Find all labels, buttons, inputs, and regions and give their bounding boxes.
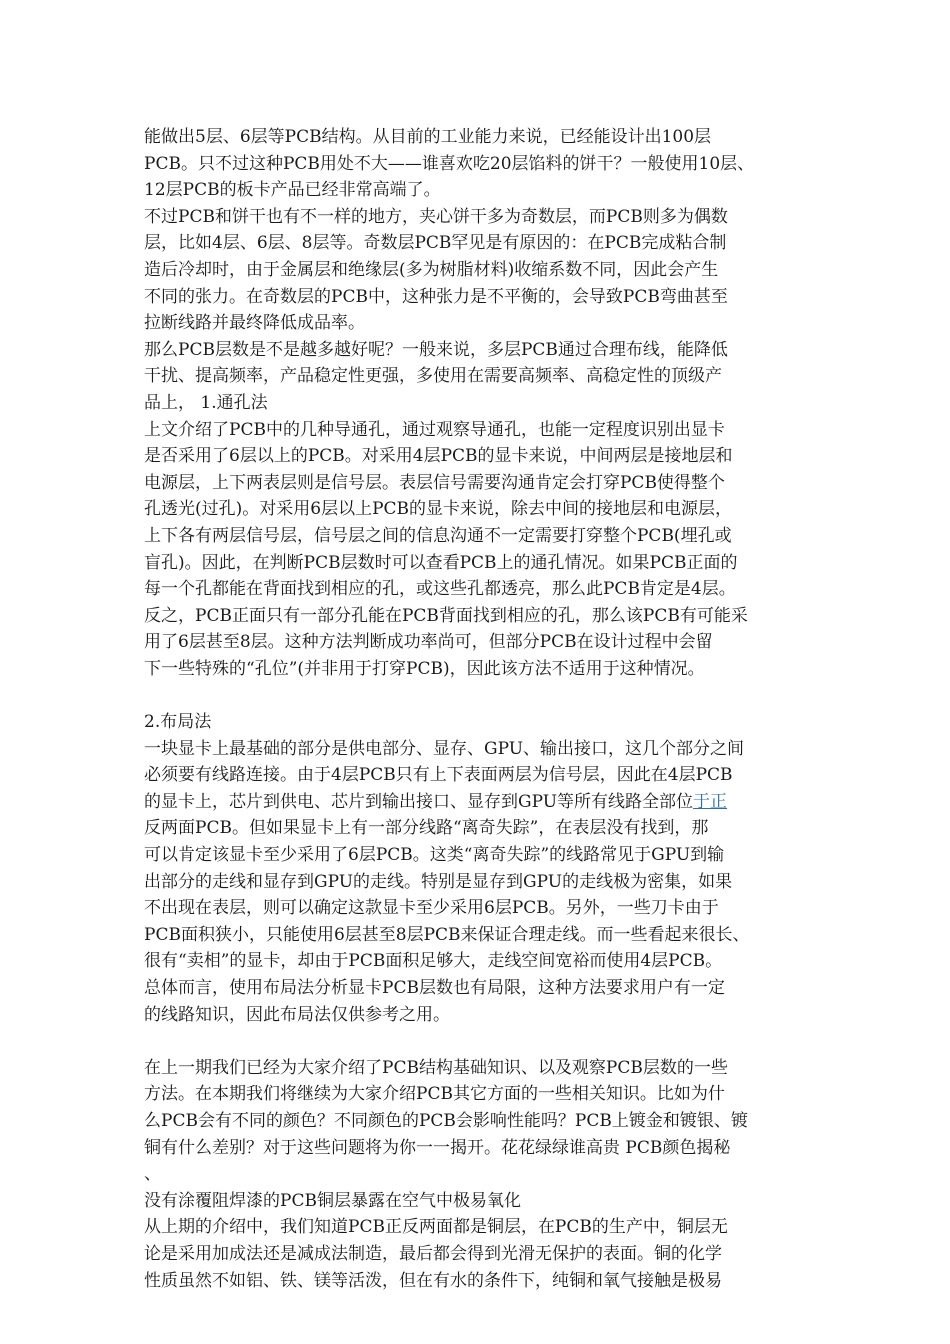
text-line: 孔透光(过孔)。对采用6层以上PCB的显卡来说，除去中间的接地层和电源层， [144, 499, 733, 520]
text-line: 从上期的介绍中，我们知道PCB正反两面都是铜层，在PCB的生产中，铜层无 [144, 1217, 728, 1238]
text-line: 的线路知识，因此布局法仅供参考之用。 [144, 1004, 450, 1025]
text-line: 总体而言，使用布局法分析显卡PCB层数也有局限，这种方法要求用户有一定 [144, 978, 725, 998]
section-heading: 2.布局法 [144, 712, 212, 733]
text-line: 出部分的走线和显存到GPU的走线。特别是显存到GPU的走线极为密集，如果 [144, 871, 733, 892]
text-line: 干扰、提高频率，产品稳定性更强，多使用在需要高频率、高稳定性的顶级产 [144, 366, 722, 387]
paragraph-more-layers-better [144, 337, 814, 417]
paragraph-via-method [144, 417, 814, 683]
text-line-with-link [144, 789, 814, 816]
text-line: 下一些特殊的“孔位”(并非用于打穿PCB)，因此该方法不适用于这种情况。 [144, 658, 705, 679]
paragraph-spacer [144, 682, 814, 709]
text-line: 层，比如4层、6层、8层等。奇数层PCB罕见是有原因的：在PCB完成粘合制 [144, 233, 727, 254]
text-line: PCB面积狭小，只能使用6层甚至8层PCB来保证合理走线。而一些看起来很长、 [144, 924, 750, 945]
text-line: 在上一期我们已经为大家介绍了PCB结构基础知识、以及观察PCB层数的一些 [144, 1057, 728, 1078]
text-line: 可以肯定该显卡至少采用了6层PCB。这类“离奇失踪”的线路常见于GPU到输 [144, 845, 725, 866]
text-line: PCB。只不过这种PCB用处不大——谁喜欢吃20层馅料的饼干？一般使用10层、 [144, 153, 755, 174]
paragraph-layout-method [144, 709, 814, 1028]
text-line: 品上， 1.通孔法 [144, 392, 268, 413]
text-line: 么PCB会有不同的颜色？不同颜色的PCB会影响性能吗？PCB上镀金和镀银、镀 [144, 1110, 748, 1131]
text-line: 论是采用加成法还是减成法制造，最后都会得到光滑无保护的表面。铜的化学 [144, 1243, 722, 1264]
text-line: 上文介绍了PCB中的几种导通孔，通过观察导通孔，也能一定程度识别出显卡 [144, 419, 725, 440]
text-line: 不过PCB和饼干也有不一样的地方，夹心饼干多为奇数层，而PCB则多为偶数 [144, 206, 728, 227]
text-line: 拉断线路并最终降低成品率。 [144, 313, 365, 334]
text-line: 反之，PCB正面只有一部分孔能在PCB背面找到相应的孔，那么该PCB有可能采 [144, 605, 748, 626]
paragraph-spacer [144, 1028, 814, 1055]
text-line: 造后冷却时，由于金属层和绝缘层(多为树脂材料)收缩系数不同，因此会产生 [144, 259, 719, 280]
inline-link[interactable]: 于正 [693, 791, 728, 812]
text-line: 性质虽然不如铝、铁、镁等活泼，但在有水的条件下，纯铜和氧气接触是极易 [144, 1270, 722, 1291]
text-line: 能做出5层、6层等PCB结构。从目前的工业能力来说，已经能设计出100层 [144, 127, 712, 147]
text-line: 铜有什么差别？对于这些问题将为你一一揭开。花花绿绿谁高贵 PCB颜色揭秘 [144, 1137, 731, 1158]
paragraph-pcb-colors [144, 1055, 814, 1294]
text-line: 不出现在表层，则可以确定这款显卡至少采用6层PCB。另外，一些刀卡由于 [144, 898, 719, 919]
text-line: 没有涂覆阻焊漆的PCB铜层暴露在空气中极易氧化 [144, 1190, 521, 1211]
text-line: 电源层，上下两表层则是信号层。表层信号需要沟通肯定会打穿PCB使得整个 [144, 472, 725, 493]
text-line: 反两面PCB。但如果显卡上有一部分线路“离奇失踪”，在表层没有找到，那 [144, 818, 709, 839]
document-body [144, 124, 814, 1294]
paragraph-pcb-layers-intro [144, 124, 814, 204]
text-line: 很有“卖相”的显卡，却由于PCB面积足够大，走线空间宽裕而使用4层PCB。 [144, 951, 723, 972]
text-line: 那么PCB层数是不是越多越好呢？一般来说，多层PCB通过合理布线，能降低 [144, 339, 728, 360]
text-line: 12层PCB的板卡产品已经非常高端了。 [144, 180, 441, 201]
text-line: 一块显卡上最基础的部分是供电部分、显存、GPU、输出接口，这几个部分之间 [144, 738, 745, 759]
text-line: 方法。在本期我们将继续为大家介绍PCB其它方面的一些相关知识。比如为什 [144, 1084, 725, 1105]
text-line: 盲孔)。因此，在判断PCB层数时可以查看PCB上的通孔情况。如果PCB正面的 [144, 552, 738, 573]
paragraph-odd-even-layers [144, 204, 814, 337]
text-line: 必须要有线路连接。由于4层PCB只有上下表面两层为信号层，因此在4层PCB [144, 765, 733, 786]
text-line: 每一个孔都能在背面找到相应的孔，或这些孔都透亮，那么此PCB肯定是4层。 [144, 579, 736, 600]
text-line: 用了6层甚至8层。这种方法判断成功率尚可，但部分PCB在设计过程中会留 [144, 632, 713, 653]
text-line: 是否采用了6层以上的PCB。对采用4层PCB的显卡来说，中间两层是接地层和 [144, 446, 733, 467]
text-line: 不同的张力。在奇数层的PCB中，这种张力是不平衡的，会导致PCB弯曲甚至 [144, 286, 728, 307]
text-line: 、 [144, 1164, 161, 1185]
text-line: 上下各有两层信号层，信号层之间的信息沟通不一定需要打穿整个PCB(埋孔或 [144, 525, 732, 546]
text-fragment: 的显卡上，芯片到供电、芯片到输出接口、显存到GPU等所有线路全部位 [144, 791, 694, 812]
